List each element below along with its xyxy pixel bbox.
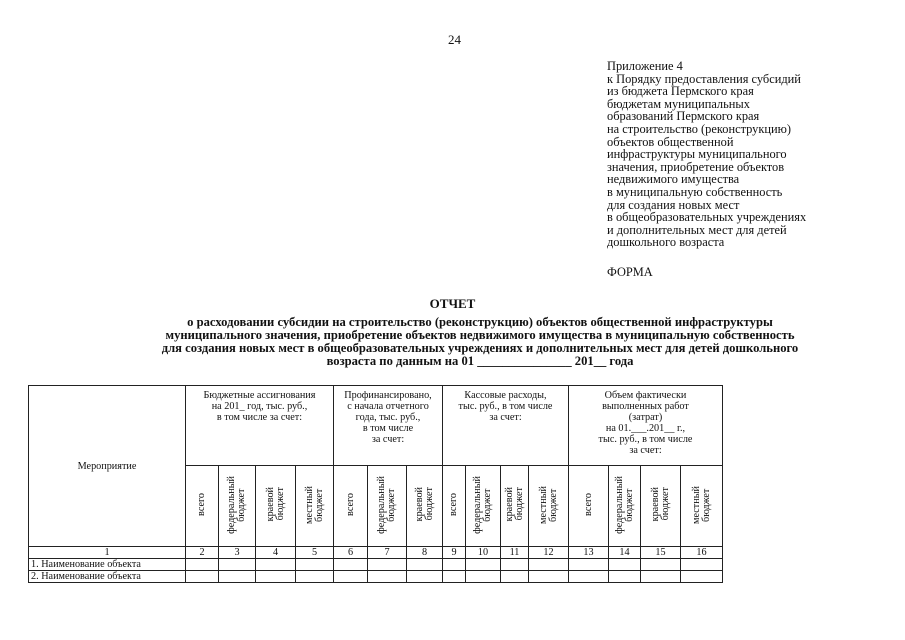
table-cell[interactable] — [641, 571, 681, 583]
subtitle-line: муниципального значения, приобретение объектов недвижимого имущества в муниципальную собственность — [165, 328, 795, 342]
column-number: 4 — [256, 547, 296, 559]
subcolumn-header — [443, 466, 466, 547]
column-number: 15 — [641, 547, 681, 559]
column-number: 2 — [186, 547, 219, 559]
subcolumn-label: краевой бюджет — [264, 487, 286, 522]
subcolumn-label: федеральный бюджет — [613, 475, 635, 534]
header-actual-work: Объем фактически выполненных работ (затрат) на 01.___.201__ г., тыс. руб., в том числе за счет: — [569, 386, 723, 466]
column-number: 11 — [501, 547, 529, 559]
table-cell[interactable] — [681, 559, 723, 571]
subcolumn-header — [681, 466, 723, 547]
appendix-line: Приложение 4 — [607, 59, 683, 73]
table-cell[interactable] — [501, 571, 529, 583]
table-cell[interactable] — [256, 559, 296, 571]
table-cell[interactable] — [296, 559, 334, 571]
table-cell[interactable] — [407, 571, 443, 583]
column-number: 7 — [368, 547, 407, 559]
column-number: 8 — [407, 547, 443, 559]
table-cell[interactable] — [219, 559, 256, 571]
subcolumn-header — [609, 466, 641, 547]
appendix-line: на строительство (реконструкцию) — [607, 121, 792, 136]
report-subtitle — [60, 316, 900, 368]
table-cell[interactable] — [256, 571, 296, 583]
row-label: 1. Наименование объекта — [29, 559, 186, 571]
column-number: 9 — [443, 547, 466, 559]
subcolumn-label: федеральный бюджет — [472, 475, 493, 534]
subcolumn-label: всего — [344, 493, 356, 516]
subtitle-line: возраста по данным на 01 _______________ 201__ года — [326, 354, 634, 368]
subcolumn-label: всего — [448, 493, 459, 516]
subcolumn-header — [186, 466, 219, 547]
appendix-line: в общеобразовательных учреждениях — [607, 210, 807, 225]
subcolumn-label: всего — [196, 493, 207, 516]
subcolumn-label: всего — [582, 493, 594, 516]
appendix-line: и дополнительных мест для детей — [607, 222, 787, 237]
subcolumn-header — [219, 466, 256, 547]
table-cell[interactable] — [334, 571, 368, 583]
appendix-line: к Порядку предоставления субсидий — [607, 71, 801, 86]
appendix-line: недвижимого имущества — [607, 172, 740, 187]
column-number: 13 — [569, 547, 609, 559]
subcolumn-label: местный бюджет — [537, 485, 559, 524]
table-cell[interactable] — [569, 559, 609, 571]
subcolumn-header — [296, 466, 334, 547]
subcolumn-label: местный бюджет — [303, 485, 325, 524]
table-cell[interactable] — [443, 571, 466, 583]
table-cell[interactable] — [368, 571, 407, 583]
subtitle-line: о расходовании субсидии на строительство (реконструкцию) объектов общественной инфраструктуры — [187, 315, 773, 329]
header-budget-allocations: Бюджетные ассигнования на 201_ год, тыс. руб., в том числе за счет: — [186, 386, 334, 466]
table-cell[interactable] — [334, 559, 368, 571]
table-cell[interactable] — [466, 559, 501, 571]
row-label: 2. Наименование объекта — [29, 571, 186, 583]
appendix-line: инфраструктуры муниципального — [607, 147, 787, 162]
subcolumn-header — [529, 466, 569, 547]
appendix-note — [607, 60, 897, 249]
appendix-line: бюджетам муниципальных — [607, 96, 750, 111]
subcolumn-label: краевой бюджет — [503, 487, 525, 522]
table-cell[interactable] — [466, 571, 501, 583]
appendix-line: для создания новых мест — [607, 197, 740, 212]
appendix-line: дошкольного возраста — [607, 235, 725, 250]
subcolumn-header — [569, 466, 609, 547]
subcolumn-header — [501, 466, 529, 547]
table-cell[interactable] — [443, 559, 466, 571]
subcolumn-label: федеральный бюджет — [376, 475, 397, 534]
appendix-line: значения, приобретение объектов — [607, 159, 785, 174]
subcolumn-header — [334, 466, 368, 547]
appendix-line: в муниципальную собственность — [607, 184, 783, 199]
page-number: 24 — [448, 32, 461, 47]
table-row — [29, 559, 723, 571]
subcolumn-label: федеральный бюджет — [226, 475, 247, 534]
subtitle-line: для создания новых мест в общеобразовательных учреждениях и дополнительных мест для детей дошкольного — [161, 341, 799, 355]
report-title: ОТЧЕТ — [429, 296, 476, 311]
column-number: 5 — [296, 547, 334, 559]
table-cell[interactable] — [529, 559, 569, 571]
appendix-line: из бюджета Пермского края — [607, 84, 754, 99]
table-cell[interactable] — [219, 571, 256, 583]
header-cash-expenses: Кассовые расходы, тыс. руб., в том числе за счет: — [443, 386, 569, 466]
table-cell[interactable] — [368, 559, 407, 571]
column-number: 1 — [29, 547, 186, 559]
table-cell[interactable] — [501, 559, 529, 571]
subcolumn-header — [466, 466, 501, 547]
appendix-line: объектов общественной — [607, 134, 734, 149]
table-cell[interactable] — [407, 559, 443, 571]
subcolumn-label: местный бюджет — [690, 485, 712, 524]
header-measure: Мероприятие — [29, 386, 186, 547]
column-number: 12 — [529, 547, 569, 559]
subcolumn-header — [407, 466, 443, 547]
subcolumn-label: краевой бюджет — [413, 487, 435, 522]
report-table — [28, 385, 723, 583]
subcolumn-header — [641, 466, 681, 547]
table-cell[interactable] — [609, 559, 641, 571]
subcolumn-header — [256, 466, 296, 547]
column-number: 3 — [219, 547, 256, 559]
column-number: 6 — [334, 547, 368, 559]
form-label: ФОРМА — [607, 265, 653, 279]
table-cell[interactable] — [296, 571, 334, 583]
subcolumn-label: краевой бюджет — [649, 487, 671, 522]
table-cell[interactable] — [186, 559, 219, 571]
table-cell[interactable] — [186, 571, 219, 583]
column-number: 16 — [681, 547, 723, 559]
header-financed: Профинансировано, с начала отчетного года, тыс. руб., в том числе за счет: — [334, 386, 443, 466]
table-cell[interactable] — [681, 571, 723, 583]
column-number: 14 — [609, 547, 641, 559]
table-cell[interactable] — [609, 571, 641, 583]
table-cell[interactable] — [641, 559, 681, 571]
appendix-line: образований Пермского края — [607, 109, 760, 124]
table-row — [29, 571, 723, 583]
column-number: 10 — [466, 547, 501, 559]
subcolumn-header — [368, 466, 407, 547]
table-cell[interactable] — [569, 571, 609, 583]
table-cell[interactable] — [529, 571, 569, 583]
